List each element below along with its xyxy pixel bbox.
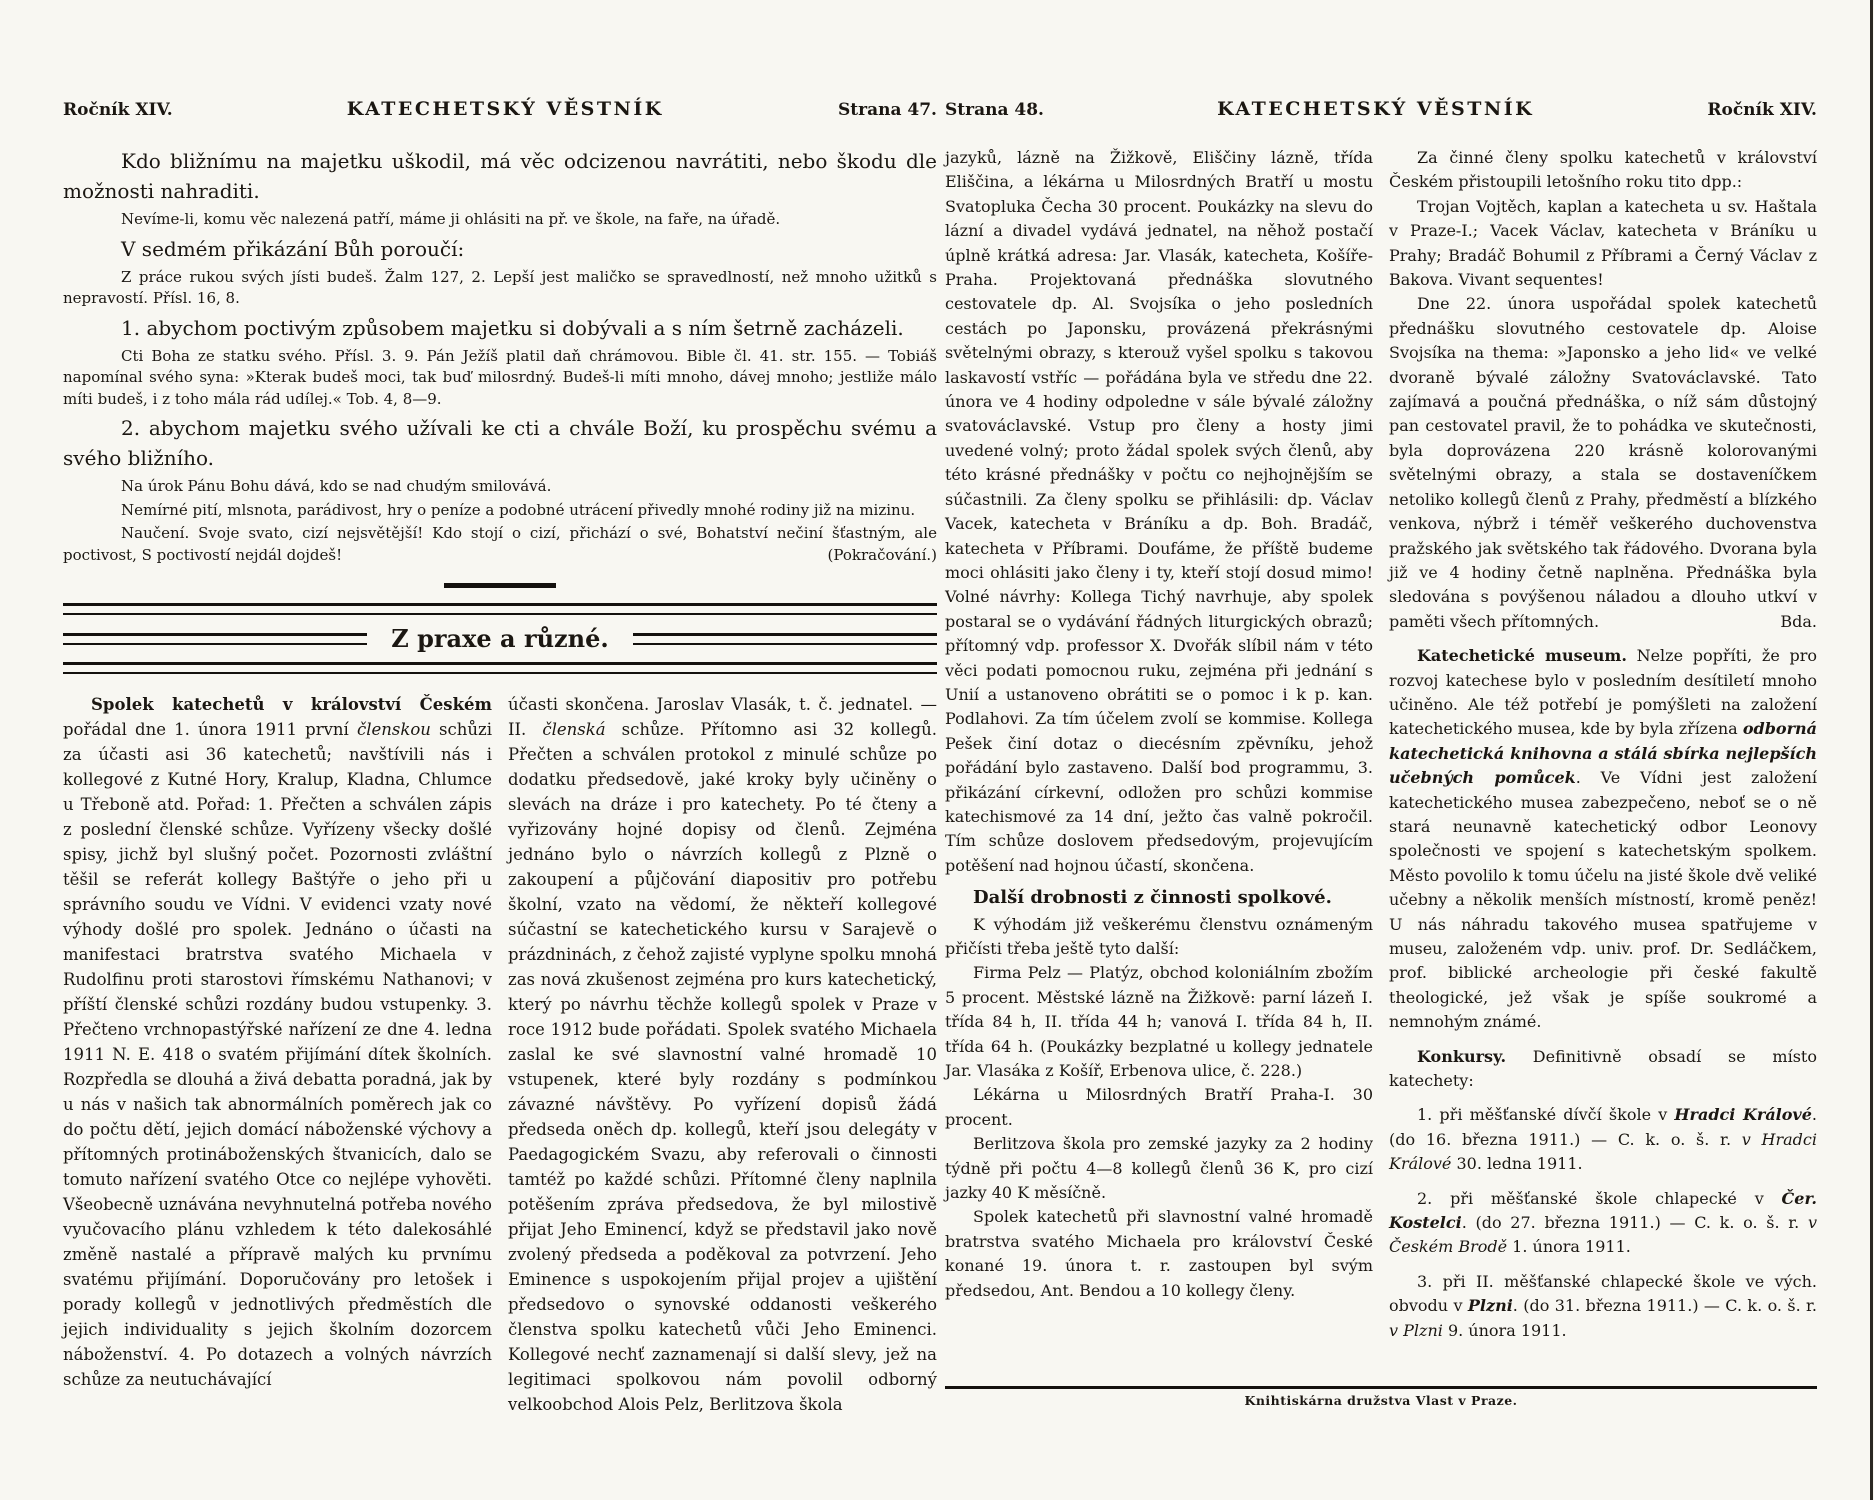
text-segment: Spolek katechetů při slavnostní valné hromadě bratrstva svatého Michaela pro království České konané 19. února t. r. zastoupen byl svým předsedou, Ant. Bendou a 10 kollegy členy. [945, 1207, 1373, 1300]
text-segment: Dne 22. února uspořádal spolek katechetů přednášku slovutného cestovatele dp. Aloise Svojsíka na thema: »Japonsko a jeho lid« ve velké dvoraně bývalé záložny Svatováclavské. Tato zajímavá a poučná přednáška, o níž sám důstojný pan cestovatel pravil, že to pohádka ve skutečnosti, byla doprovázena 220 krásně kolorovanými světelnými obrazy, a stala se dostaveníčkem netoliko kollegů členů z Prahy, předměstí a blízkého venkova, nýbrž i téměř veškerého duchovenstva pražského jak světského tak řádového. Dvorana byla již ve 4 hodiny četně naplněna. Přednáška byla sledována s povýšenou náladou a dlouho utkví v paměti všech přítomných. [1389, 294, 1817, 631]
column-2 [508, 692, 937, 1417]
text-segment: Spolek katechetů v království Českém [91, 695, 492, 714]
text-segment: Konkursy. [1417, 1046, 1507, 1066]
text-segment: Lékárna u Milosrdných Bratří Praha-I. 30 procent. [945, 1085, 1373, 1129]
text-segment: Cti Boha ze statku svého. Přísl. 3. 9. Pán Ježíš platil daň chrámovou. Bible čl. 41. str. 155. — Tobiáš napomínal svého syna: »Kterak budeš moci, tak buď milosrdný. Budeš-li míti mnoho, dávej mnoho; jestliže málo míti budeš, i z toho mála rád udílej.« Tob. 4, 8—9. [63, 346, 937, 408]
page-number: Strana 47. [838, 100, 937, 120]
paragraph [1389, 1103, 1817, 1176]
heading-rule-right [633, 633, 937, 645]
text-segment: schůze. Přítomno asi 32 kollegů. Přečten a schválen protokol z minulé schůze po dodatku předsedově, jaké kroky byly učiněny o slevách na dráze i pro katechety. Po té čteny a vyřizovány hojné dopisy od členů. Zejména jednáno bylo o návrzích kollegů z Plzně o zakoupení a půjčování diapositiv pro potřebu školní, vzato na vědomí, že někteří kollegové súčastní se katechetického kursu v Sarajevě o prázdninách, z čehož zajisté vyplyne spolku mnohá zas nová zkušenost zejména pro kurs katechetický, který po návrhu těchže kollegů spolek v Praze v roce 1912 bude pořádati. Spolek svatého Michaela zaslal ke své slavnostní valné hromadě 10 vstupenek, které byly rozdány s podmínkou závazné návštěvy. Po vyřízení dopisů žádá předseda oněch dp. kollegů, kteří jsou delegáty v Paedagogickém Svazu, aby referovali o činnosti tamtéž po každé schůzi. Přítomné členy naplnila potěšením zpráva předsedova, že byl milostivě přijat Jeho Eminencí, když se představil jako nově zvolený předseda a poděkoval za potvrzení. Jeho Eminence s uspokojením přijal projev a ujištění předsedovo o synovské oddanosti veškerého členstva spolku katechetů vůči Jeho Eminenci. Kollegové nechť zaznamenají si další slevy, jež na legitimaci spolkovou nám povolil odborný velkoobchod Alois Pelz, Berlitzova škola [508, 720, 937, 1414]
scan-edge-line [1870, 0, 1873, 1500]
paragraph [1389, 1270, 1817, 1343]
text-segment: 30. ledna 1911. [1451, 1154, 1583, 1174]
text-segment: (Pokračování.) [827, 545, 937, 564]
text-segment: pořádal dne 1. února 1911 první [63, 720, 357, 739]
text-segment: Katechetické museum. [1417, 646, 1627, 666]
paragraph [945, 886, 1373, 910]
text-segment: jazyků, lázně na Žižkově, Eliščiny lázně, třída Eliščina, a lékárna u Milosrdných Bratří u mostu Svatopluka Čecha 30 procent. Poukázky na slevu do lázní a divadel vydává jednatel, na něhož postačí úplně krátká adresa: Jar. Vlasák, katecheta, Košíře-Praha. Projektovaná přednáška slovutného cestovatele dp. Al. Svojsíka o jeho posledních cestách po Japonsku, provázená překrásnými světelnými obrazy, s kterouž vyšel spolku s takovou laskavostí vstříc — pořádána byla ve středu dne 22. února ve 4 hodiny odpoledne v sále bývalé záložny svatováclavské. Vstup pro členy a hosty jimi uvedené volný; proto žádal spolek svých členů, aby této krásné přednášky v počtu co nejhojnějším se súčastnili. Za členy spolku se přihlásili: dp. Václav Vacek, katecheta v Bráníku a dp. Boh. Bradáč, katecheta v Příbrami. Doufáme, že příště budeme moci ohlásiti jako členy i ty, kteří stojí dosud mimo! Volné návrhy: Kollega Tichý navrhuje, aby spolek postaral se o vydávání řádných liturgických obrazů; přítomný vdp. professor X. Dvořák slíbil nám v této věci podati pomocnou ruku, zejména při jednání s Unií a ustanoveno obrátiti se o pomoc i k p. kan. Podlahovi. Za tím účelem zvolí se kommise. Kollega Pešek činí dotaz o diecésním zpěvníku, jehož pořádání bylo zastaveno. Další bod programmu, 3. přikázání církevní, odložen pro schůzi kommise katechismové za 14 dní, ježto čas valně pokročil. Tím schůze doslovem předsedovým, projevujícím potěšení nad hojnou účastí, skončena. [945, 148, 1373, 875]
paragraph [1389, 146, 1817, 195]
text-segment: Čer. Kostelci [1389, 1188, 1817, 1233]
paragraph [1389, 195, 1817, 293]
text-segment: Další drobnosti z činnosti spolkové. [973, 887, 1332, 909]
text-segment: Za činné členy spolku katechetů v království Českém přistoupili letošního roku tito dpp.: [1389, 148, 1817, 192]
text-segment: členskou [356, 720, 431, 739]
page-47-columns [63, 692, 937, 1417]
text-segment: . (do 16. března 1911.) — C. k. o. š. r. [1389, 1105, 1817, 1149]
text-segment: 3. při II. měšťanské chlapecké škole ve vých. obvodu v [1389, 1271, 1817, 1316]
text-segment: K výhodám již veškerému členstvu oznámeným přičísti třeba ještě tyto další: [945, 914, 1373, 958]
paragraph [945, 146, 1373, 878]
column-3 [945, 146, 1373, 1382]
catechism-section [63, 146, 937, 566]
page-48 [945, 98, 1817, 1408]
running-header [945, 98, 1817, 120]
paragraph [63, 413, 937, 473]
paragraph [63, 692, 492, 1392]
text-segment: Na úrok Pánu Bohu dává, kdo se nad chudým smilovává. [121, 477, 552, 495]
volume-label: Ročník XIV. [63, 100, 173, 120]
page-47 [63, 98, 937, 1417]
text-segment: . (do 27. března 1911.) — C. k. o. š. r. [1461, 1213, 1808, 1233]
paragraph [63, 209, 937, 231]
text-segment: 9. února 1911. [1442, 1320, 1567, 1340]
paragraph [945, 1083, 1373, 1132]
text-segment: Nevíme-li, komu věc nalezená patří, máme ji ohlásiti na př. ve škole, na faře, na úřadě. [121, 210, 781, 228]
page-footer [945, 1386, 1817, 1408]
text-segment: Hradci Králové [1674, 1105, 1812, 1125]
paragraph [63, 476, 937, 498]
text-segment: členská [542, 720, 606, 739]
text-segment: účasti skončena. Jaroslav Vlasák, t. č. jednatel. — II. [508, 695, 937, 739]
paragraph [1389, 1187, 1817, 1260]
paragraph [945, 1132, 1373, 1205]
article-end-divider [444, 583, 556, 588]
text-segment: . Ve Vídni jest založení katechetického musea zabezpečeno, neboť se o ně stará neunavně katechetický odbor Leonovy společnosti ve spojení s katechetským spolkem. Město povolilo k tomu účelu na jisté škole dvě veliké učebny a několik menších místností, kromě peněz! U nás náhradu takového musea spatřujeme v museu, založeném vdp. univ. prof. Dr. Sedláčkem, prof. biblické archeologie při české fakultě theologické, jež však je spíše soukromé a nemnohým známé. [1389, 768, 1817, 1032]
text-segment: schůzi za účasti asi 36 katechetů; navštívili nás i kollegové z Kutné Hory, Kralup, Kladna, Chlumce u Třeboně atd. Pořad: 1. Přečten a schválen zápis z poslední členské schůze. Vyřízeny všecky došlé spisy, jichž byl slušný počet. Pozornosti zvláštní těšil se referát kollegy Baštýře o jeho při u správního soudu ve Vídni. V evidenci vzaty nové výhody došlé pro spolek. Jednáno o účasti na manifestaci bratrstva svatého Michaela v Rudolfinu proti starostovi římskému Nathanovi; v příští členské schůzi rozdány budou vstupenky. 3. Přečteno vrchnopastýřské nařízení ze dne 4. ledna 1911 N. E. 418 o svatém přijímání dítek školních. Rozpředla se dlouhá a živá debatta poradná, jak by u nás v našich tak abnormálních poměrech jak co do počtu dětí, jejich domácí náboženské výchovy a přítomných protináboženských štvanicích, dalo se tomuto nařízení svatého Otce co nejlépe vyhověti. Všeobecně uznávána nevyhnutelná potřeba nového vyučovacího plánu vzhledem k této dalekosáhlé změně nastalé a přípravě malých ku prvnímu svatému přijímání. Doporučovány pro letošek i porady kollegů v jednotlivých předměstích dle jejich individuality s jejich školním dozorcem náboženství. 4. Po dotazech a volných návrzích schůze za neutuchávající [63, 720, 492, 1389]
section-title: Z praxe a různé. [391, 624, 609, 653]
paragraph [63, 313, 937, 343]
paragraph [63, 523, 937, 566]
journal-title: KATECHETSKÝ VĚSTNÍK [1217, 98, 1535, 120]
text-segment: Plzni [1467, 1296, 1513, 1316]
paragraph [63, 346, 937, 411]
section-rule-top [63, 603, 937, 615]
paragraph [63, 500, 937, 522]
paragraph [1389, 292, 1817, 634]
section-rule-bottom [63, 662, 937, 674]
text-segment: Kdo bližnímu na majetku uškodil, má věc odcizenou navrátiti, nebo škodu dle možnosti nahraditi. [63, 149, 937, 203]
paragraph [945, 1205, 1373, 1303]
paragraph [63, 146, 937, 206]
running-header [63, 98, 937, 120]
paragraph [508, 692, 937, 1417]
heading-rule-left [63, 633, 367, 645]
text-segment: v Hradci Králové [1389, 1129, 1817, 1174]
text-segment: Definitivně obsadí se místo katechety: [1389, 1046, 1817, 1091]
text-segment: Nemírné pití, mlsnota, parádivost, hry o peníze a podobné utrácení přivedly mnohé rodiny již na mizinu. [121, 500, 916, 519]
footer-rule [945, 1386, 1817, 1389]
paragraph [63, 234, 937, 264]
journal-title: KATECHETSKÝ VĚSTNÍK [346, 98, 664, 120]
page-number: Strana 48. [945, 100, 1044, 120]
page-48-columns [945, 146, 1817, 1382]
printer-imprint: Knihtiskárna družstva Vlast v Praze. [1244, 1393, 1518, 1408]
text-segment: 1. února 1911. [1507, 1237, 1631, 1257]
text-segment: v Plzni [1389, 1320, 1443, 1340]
text-segment: Berlitzova škola pro zemské jazyky za 2 hodiny týdně při počtu 4—8 kollegů členů 36 K, pro cizí jazky 40 K měsíčně. [945, 1134, 1373, 1203]
text-segment: 2. abychom majetku svého užívali ke cti a chvále Boží, ku prospěchu svému a svého bližního. [63, 416, 937, 470]
section-heading-row [63, 624, 937, 653]
paragraph [1389, 1045, 1817, 1094]
text-segment: V sedmém přikázání Bůh poroučí: [121, 236, 465, 261]
paragraph [1389, 644, 1817, 1035]
text-segment: Trojan Vojtěch, kaplan a katecheta u sv. Haštala v Praze-I.; Vacek Václav, katecheta v Bráníku u Prahy; Bradáč Bohumil z Příbrami a Černý Václav z Bakova. Vivant sequentes! [1389, 196, 1817, 290]
paragraph [63, 267, 937, 310]
volume-label: Ročník XIV. [1707, 100, 1817, 120]
column-1 [63, 692, 492, 1417]
text-segment: . (do 31. března 1911.) — C. k. o. š. r. [1512, 1296, 1818, 1316]
text-segment: Firma Pelz — Platýz, obchod koloniálním zbožím 5 procent. Městské lázně na Žižkově: parní lázeň I. třída 84 h, II. třída 44 h; vanová I. třída 84 h, II. třída 64 h. (Poukázky bezplatné u kollegy jednatele Jar. Vlasáka z Košíř, Erbenova ulice, č. 228.) [945, 963, 1373, 1081]
paragraph [945, 961, 1373, 1083]
text-segment: Naučení. Svoje svato, cizí nejsvětější! Kdo stojí o cizí, přichází o své, Bohatství nečiní šťastným, ale poctivost, S poctivostí nejdál dojdeš! [63, 524, 937, 564]
text-segment: Nelze popříti, že pro rozvoj katechese bylo v posledním desítiletí mnoho učiněno. Ale též potřebí je pomýšleti na založení katechetického musea, kde by byla zřízena [1389, 646, 1818, 739]
text-segment: Bda. [1780, 611, 1817, 631]
paragraph [945, 913, 1373, 962]
column-4 [1389, 146, 1817, 1382]
text-segment: odborná katechetická knihovna a stálá sbírka nejlepších učebných pomůcek [1389, 719, 1817, 788]
text-segment: 2. při měšťanské škole chlapecké v [1417, 1188, 1782, 1208]
text-segment: Z práce rukou svých jísti budeš. Žalm 127, 2. Lepší jest maličko se spravedlností, než mnoho užitků s nepravostí. Přísl. 16, 8. [63, 267, 937, 307]
text-segment: 1. při měšťanské dívčí škole v [1417, 1105, 1675, 1125]
text-segment: v Českém Brodě [1389, 1213, 1817, 1257]
text-segment: 1. abychom poctivým způsobem majetku si dobývali a s ním šetrně zacházeli. [121, 315, 904, 340]
